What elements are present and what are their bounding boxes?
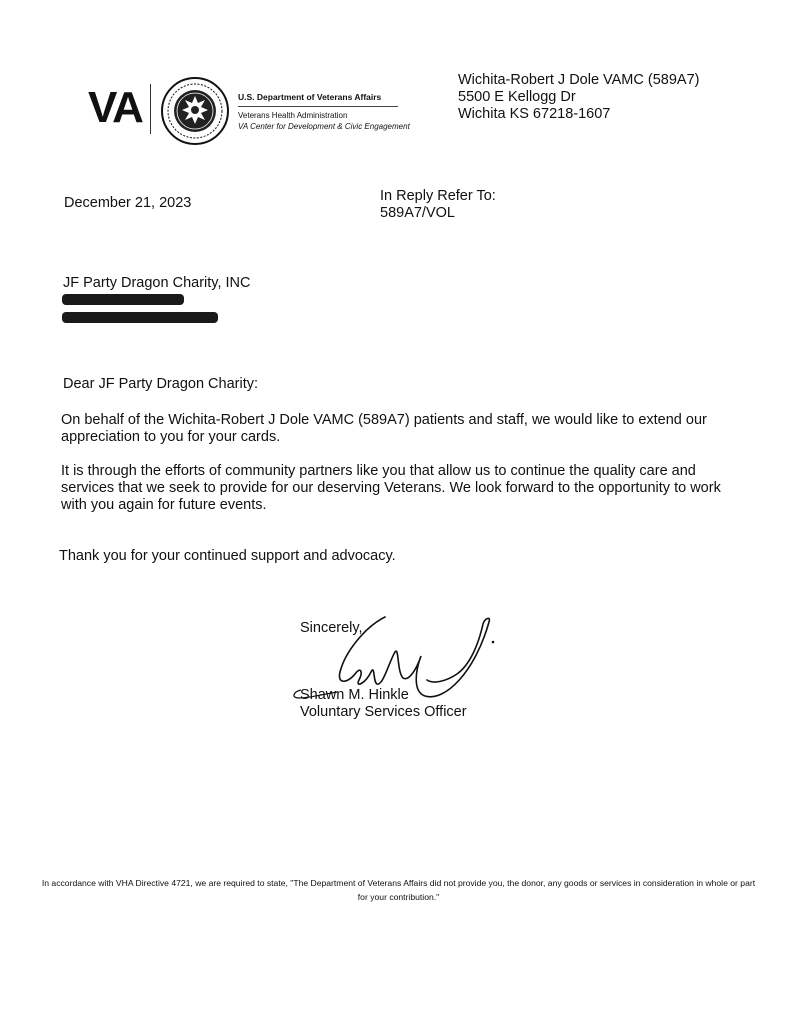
body-paragraph-3: Thank you for your continued support and advocacy. xyxy=(59,548,396,564)
va-seal-icon xyxy=(160,76,230,146)
signer-name: Shawn M. Hinkle xyxy=(300,687,409,703)
valediction: Sincerely, xyxy=(300,620,363,636)
va-logo-text: VA xyxy=(88,83,142,132)
return-address-line3: Wichita KS 67218-1607 xyxy=(458,106,611,122)
donation-disclaimer: In accordance with VHA Directive 4721, we are required to state, "The Department of Veterans Affairs did not provide you, the donor, any goods or services in consideration in whole or part for your contribution." xyxy=(41,878,756,902)
return-address-line1: Wichita-Robert J Dole VAMC (589A7) xyxy=(458,72,700,88)
letter-date: December 21, 2023 xyxy=(64,195,192,211)
redacted-address-line1 xyxy=(62,294,184,305)
redacted-address-line2 xyxy=(62,312,218,323)
signer-title: Voluntary Services Officer xyxy=(300,704,467,720)
return-address xyxy=(458,72,699,123)
administration-name: Veterans Health Administration xyxy=(238,111,348,120)
reference-block xyxy=(380,188,496,222)
center-name: VA Center for Development & Civic Engagement xyxy=(238,122,410,131)
salutation: Dear JF Party Dragon Charity: xyxy=(63,376,259,392)
department-block xyxy=(238,92,438,132)
return-address-line2: 5500 E Kellogg Dr xyxy=(458,89,576,105)
reference-label: In Reply Refer To: xyxy=(380,188,496,204)
logo-divider xyxy=(150,84,151,134)
department-name: U.S. Department of Veterans Affairs xyxy=(238,92,398,107)
recipient-name: JF Party Dragon Charity, INC xyxy=(63,275,251,291)
body-paragraph-2: It is through the efforts of community partners like you that allow us to continue the quality care and services that we seek to provide for our deserving Veterans. We look forward to the opportunity to work with you again for future events. xyxy=(61,463,721,513)
body-paragraph-1: On behalf of the Wichita-Robert J Dole VAMC (589A7) patients and staff, we would like to extend our appreciation to you for your cards. xyxy=(61,412,707,445)
reference-code: 589A7/VOL xyxy=(380,205,455,221)
